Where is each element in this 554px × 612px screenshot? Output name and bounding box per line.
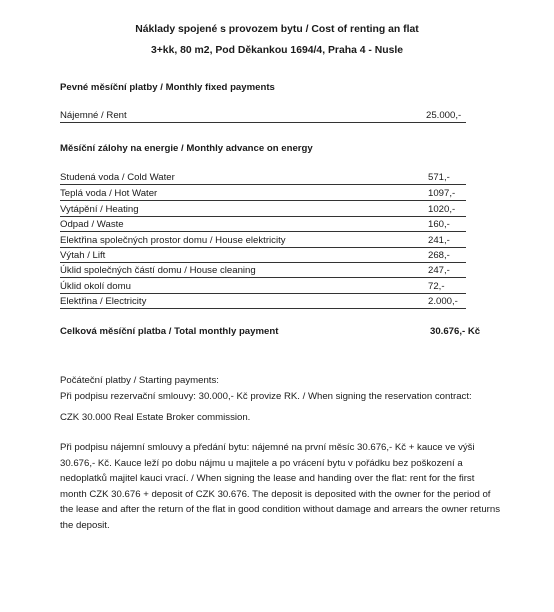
total-value: 30.676,- Kč (430, 326, 481, 337)
document-title: Náklady spojené s provozem bytu / Cost of renting an flat (135, 24, 419, 35)
energy-row-label: Vytápění / Heating (60, 204, 139, 215)
energy-row-value: 241,- (428, 235, 450, 246)
energy-row (60, 296, 466, 309)
energy-row-label: Úklid okolí domu (60, 281, 131, 292)
lease-signing-paragraph (60, 440, 500, 534)
energy-row-value: 1097,- (428, 188, 456, 199)
reservation-commission-text-cont: CZK 30.000 Real Estate Broker commission. (60, 412, 251, 424)
energy-row (60, 265, 466, 278)
energy-row-value: 72,- (428, 281, 445, 292)
rent-row (60, 110, 466, 123)
energy-row-value: 2.000,- (428, 296, 458, 307)
energy-row-value: 268,- (428, 250, 450, 261)
rent-label: Nájemné / Rent (60, 110, 127, 121)
energy-row (60, 204, 466, 217)
energy-row-label: Odpad / Waste (60, 219, 124, 230)
energy-row-label: Úklid společných částí domu / House cleaning (60, 265, 256, 276)
energy-row-label: Teplá voda / Hot Water (60, 188, 158, 199)
reservation-commission-text: Při podpisu rezervační smlouvy: 30.000,- Kč provize RK. / When signing the reservation contract: (60, 390, 472, 402)
starting-payments-heading: Počáteční platby / Starting payments: (60, 375, 219, 386)
energy-row-label: Elektřina společných prostor domu / House elektricity (60, 235, 286, 246)
energy-row (60, 281, 466, 294)
energy-row-value: 160,- (428, 219, 450, 230)
starting-payments (60, 373, 500, 426)
energy-row (60, 250, 466, 263)
energy-row-value: 247,- (428, 265, 450, 276)
energy-row-label: Studená voda / Cold Water (60, 172, 175, 183)
energy-row-label: Elektřina / Electricity (60, 296, 147, 307)
energy-row (60, 235, 466, 248)
total-row (60, 326, 484, 337)
total-label: Celková měsíční platba / Total monthly payment (60, 326, 279, 337)
property-subtitle: 3+kk, 80 m2, Pod Děkankou 1694/4, Praha 4 - Nusle (150, 45, 404, 56)
energy-row-value: 571,- (428, 172, 450, 183)
fixed-payments-heading: Pevné měsíční platby / Monthly fixed payments (60, 82, 275, 93)
lease-signing-text: Při podpisu nájemní smlouvy a předání bytu: nájemné na první měsíc 30.676,- Kč + kauce ve výši 30.676,- Kč. Kauce leží po dobu nájmu u majitele a po vrácení bytu v pořádku bez poškození a nedoplatků majitel kauci vrací. / When signing the lease and handing over the flat: rent for the first month CZK 30.676 + deposit of CZK 30.676. The deposit is deposited with the owner for the period of the lease and after the return of the flat in good condition without damage and arrears the owner returns the deposit. (60, 442, 500, 531)
energy-row (60, 172, 466, 185)
energy-row-value: 1020,- (428, 204, 456, 215)
energy-advance-heading: Měsíční zálohy na energie / Monthly advance on energy (60, 143, 313, 154)
rent-value: 25.000,- (426, 110, 462, 121)
energy-row (60, 219, 466, 232)
energy-row-label: Výtah / Lift (60, 250, 106, 261)
energy-row (60, 188, 466, 201)
